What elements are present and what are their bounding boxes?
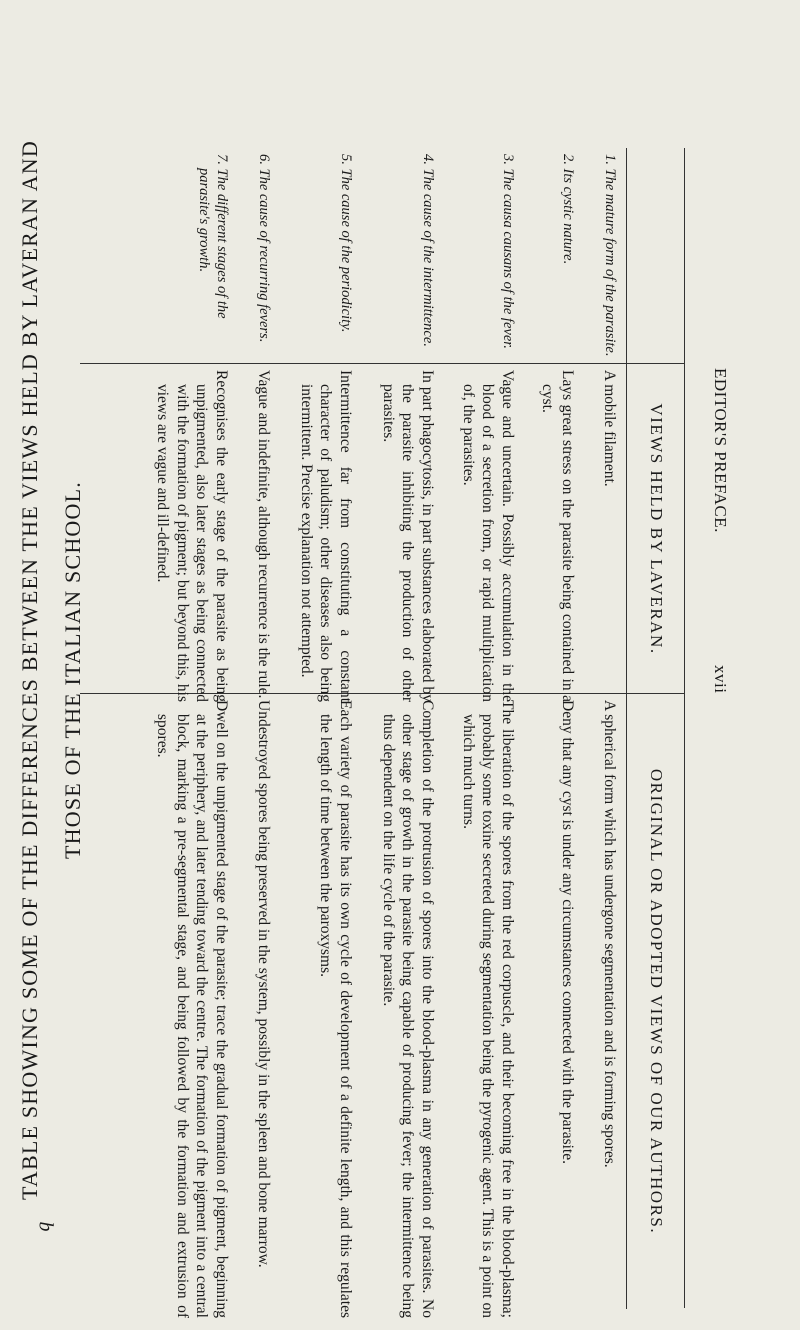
row-topic: 1. The mature form of the parasite. [602,154,618,357]
column-header-authors: ORIGINAL OR ADOPTED VIEWS OF OUR AUTHORS. [626,693,685,1309]
row-laveran-view: Vague and indefinite, although recurrence is the rule. [255,370,272,699]
row-authors-view: Completion of the protrusion of spores into the blood-plasma in any generation of parasites. No other stage of growth in the parasite being capable of producing fever; the intermittence being thus dependent on the life cycle of the parasite. [380,700,436,1318]
column-header-laveran: VIEWS HELD BY LAVERAN. [626,363,685,694]
row-authors-view: Dwell on the unpigmented stage of the parasite; trace the gradual formation of pigment, beginning at the periphery, and later tending toward the centre. The formation of the pigment into a central block, marking a pre-segmental stage, and being followed by the formation and extrusion of spores. [154,700,230,1318]
comparison-table [80,148,685,1318]
row-laveran-view: A mobile filament. [601,370,618,487]
row-authors-view: A spherical form which has undergone segmentation and is forming spores. [601,700,618,1168]
row-authors-view: Each variety of parasite has its own cycle of development of a definite length, and this regulates the length of time between the paroxysms. [317,700,354,1318]
running-title: EDITOR'S PREFACE. [711,368,730,533]
row-authors-view: The liberation of the spores from the red corpuscle, and their becoming free in the blood-plasma; probably some toxine secreted during segmentation being the pyrogenic agent. This is a point on which much turns. [460,700,516,1318]
row-laveran-view: Intermittence far from constituting a constant character of paludism; other diseases also being intermittent. Precise explanation not attempted. [298,370,354,702]
row-laveran-view: Recognises the early stage of the parasite as being unpigmented, also later stages as being connected with the formation of pigment; but beyond this, his views are vague and ill-defined. [154,370,230,702]
row-authors-view: Deny that any cyst is under any circumstances connected with the parasite. [559,700,576,1164]
signature-mark: b [34,1221,57,1232]
row-laveran-view: In part phagocytosis, in part substances elaborated by the parasite inhibiting the production of other parasites. [380,370,436,702]
caption-line-2: THOSE OF THE ITALIAN SCHOOL. [60,481,85,859]
row-topic: 2. Its cystic nature. [560,154,576,265]
row-laveran-view: Lays great stress on the parasite being contained in a cyst. [539,370,576,702]
row-topic: 3. The causa causans of the fever. [500,154,516,349]
row-topic: 4. The cause of the intermittence. [420,154,436,347]
column-divider [80,363,685,364]
row-topic: 5. The cause of the periodicity. [338,154,354,333]
row-laveran-view: Vague and uncertain. Possibly accumulation in the blood of a secretion from, or rapid multiplication of, the parasites. [460,370,516,702]
row-topic: 6. The cause of recurring fevers. [256,154,272,343]
page-number: xvii [711,665,730,694]
caption-line-1: TABLE SHOWING SOME OF THE DIFFERENCES BETWEEN THE VIEWS HELD BY LAVERAN AND [17,140,42,1200]
row-topic: 7. The different stages of the parasite's growth. [196,154,230,319]
page-header [700,100,740,694]
column-header-topic [626,148,685,363]
row-authors-view: Undestroyed spores being preserved in the system, possibly in the spleen and bone marrow. [255,700,272,1268]
